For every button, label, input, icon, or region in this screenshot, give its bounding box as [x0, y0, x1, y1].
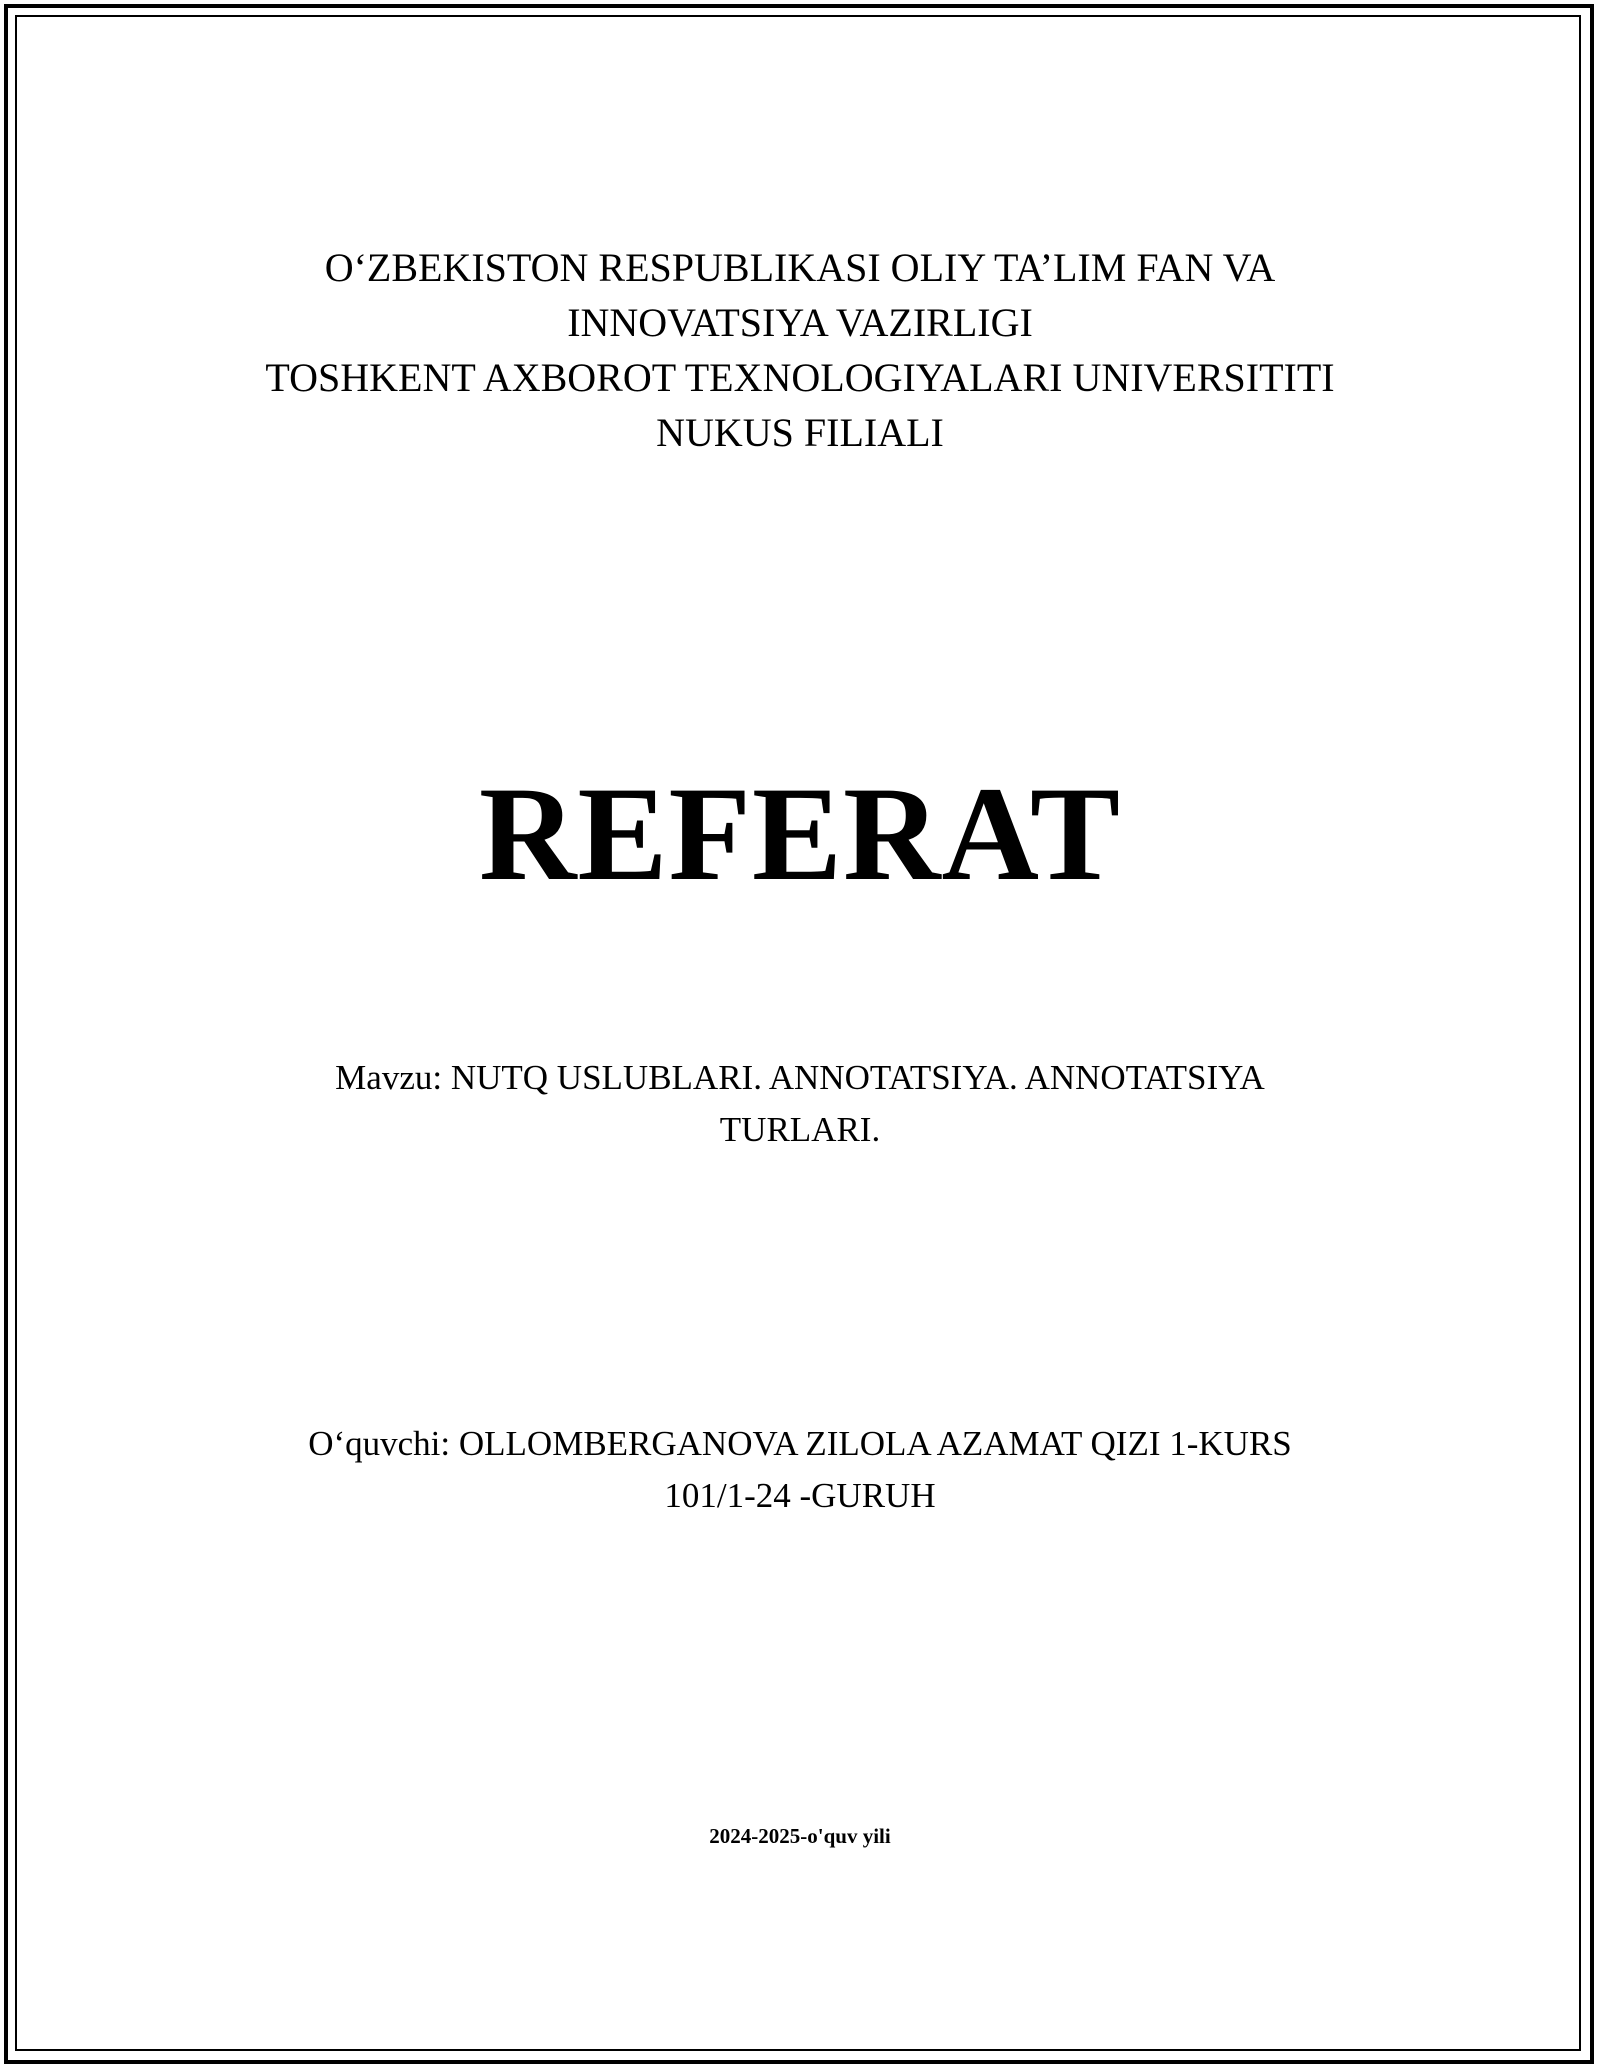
topic-section [0, 1052, 1600, 1156]
student-section [0, 1418, 1600, 1522]
institution-header [0, 240, 1600, 460]
topic-line-2: TURLARI. [719, 1110, 881, 1149]
header-line-3: TOSHKENT AXBOROT TEXNOLOGIYALARI UNIVERSITITI [265, 355, 1335, 400]
student-line-1: O‘quvchi: OLLOMBERGANOVA ZILOLA AZAMAT QIZI 1-KURS [308, 1424, 1292, 1463]
document-title: REFERAT [478, 760, 1122, 909]
academic-year: 2024-2025-o'quv yili [709, 1824, 891, 1848]
student-line-2: 101/1-24 -GURUH [664, 1476, 936, 1515]
header-line-4: NUKUS FILIALI [656, 410, 944, 455]
topic-line-1: Mavzu: NUTQ USLUBLARI. ANNOTATSIYA. ANNOTATSIYA [335, 1058, 1265, 1097]
header-line-1: O‘ZBEKISTON RESPUBLIKASI OLIY TA’LIM FAN VA [324, 245, 1276, 290]
header-line-2: INNOVATSIYA VAZIRLIGI [567, 300, 1033, 345]
